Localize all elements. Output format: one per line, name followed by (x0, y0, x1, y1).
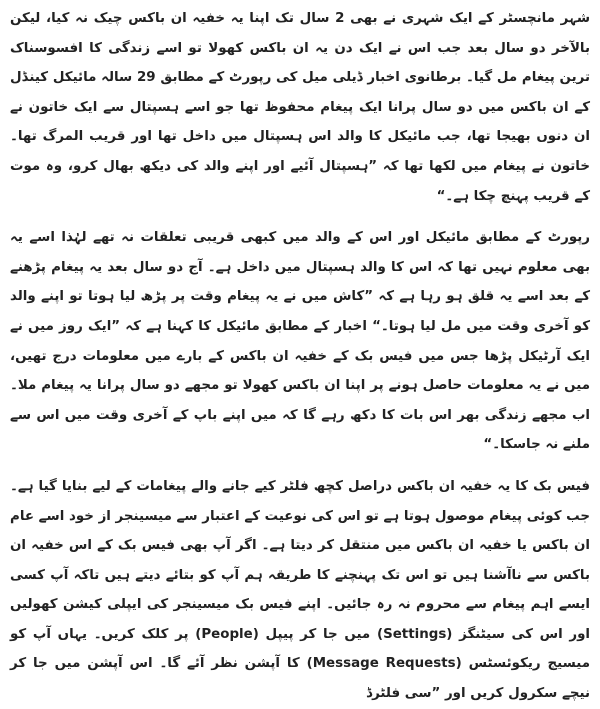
article-paragraph-2: رپورٹ کے مطابق مائیکل اور اس کے والد میں کبھی قریبی تعلقات نہ تھے لہٰذا اسے یہ بھی معلوم نہیں تھا کہ اس کا والد ہسپتال میں داخل ہے۔ آج دو سال بعد یہ پیغام پڑھنے کے بعد اسے یہ قلق ہو رہا ہے کہ ”کاش میں نے یہ پیغام وقت پر پڑھ لیا ہوتا تو اپنے والد کو آخری وقت میں مل لیا ہوتا۔“ اخبار کے مطابق مائیکل کا کہنا ہے کہ ”ایک روز میں نے ایک آرٹیکل پڑھا جس میں فیس بک کے خفیہ ان باکس کے بارے میں معلومات درج تھیں، میں نے یہ معلومات حاصل ہونے پر اپنا ان باکس کھولا تو مجھے دو سال پرانا یہ پیغام ملا۔ اب مجھے زندگی بھر اس بات کا دکھ رہے گا کہ میں اپنے باپ کے آخری وقت میں اس سے ملنے نہ جاسکا۔“ (10, 230, 590, 453)
article-paragraph-3: فیس بک کا یہ خفیہ ان باکس دراصل کچھ فلٹر کیے جانے والے پیغامات کے لیے بنایا گیا ہے۔ جب کوئی پیغام موصول ہوتا ہے تو اس کی نوعیت کے اعتبار سے میسینجر از خود اسے عام ان باکس یا خفیہ ان باکس میں منتقل کر دیتا ہے۔ اگر آپ بھی فیس بک کے اس خفیہ ان باکس سے ناآشنا ہیں تو اس تک پہنچنے کا طریقہ ہم آپ کو بتائے دیتے ہیں تاکہ آپ کسی ایسے اہم پیغام سے محروم نہ رہ جائیں۔ اپنے فیس بک میسینجر کی ایپلی کیشن کھولیں اور اس کی سیٹنگز (Settings) میں جا کر پیپل (People) پر کلک کریں۔ یہاں آپ کو میسیج ریکوئسٹس (Message Requests) کا آپشن نظر آئے گا۔ اس آپشن میں جا کر نیچے سکرول کریں اور ”سی فلٹرڈ (10, 478, 590, 702)
article-paragraph-1: شہر مانچسٹر کے ایک شہری نے بھی 2 سال تک اپنا یہ خفیہ ان باکس چیک نہ کیا، لیکن بالآخر دو سال بعد جب اس نے ایک دن یہ ان باکس کھولا تو اسے زندگی کا افسوسناک ترین پیغام مل گیا۔ برطانوی اخبار ڈیلی میل کی رپورٹ کے مطابق 29 سالہ مائیکل کینڈل کے ان باکس میں دو سال پرانا ایک پیغام محفوظ تھا جو اسے ہسپتال سے ایک خاتون نے ان دنوں بھیجا تھا، جب مائیکل کا والد اس ہسپتال میں داخل تھا اور قریب المرگ تھا۔ خاتون نے پیغام میں لکھا تھا کہ ”ہسپتال آئیے اور اپنے والد کی دیکھ بھال کرو، وہ موت کے قریب پہنچ چکا ہے۔“ (10, 11, 590, 204)
